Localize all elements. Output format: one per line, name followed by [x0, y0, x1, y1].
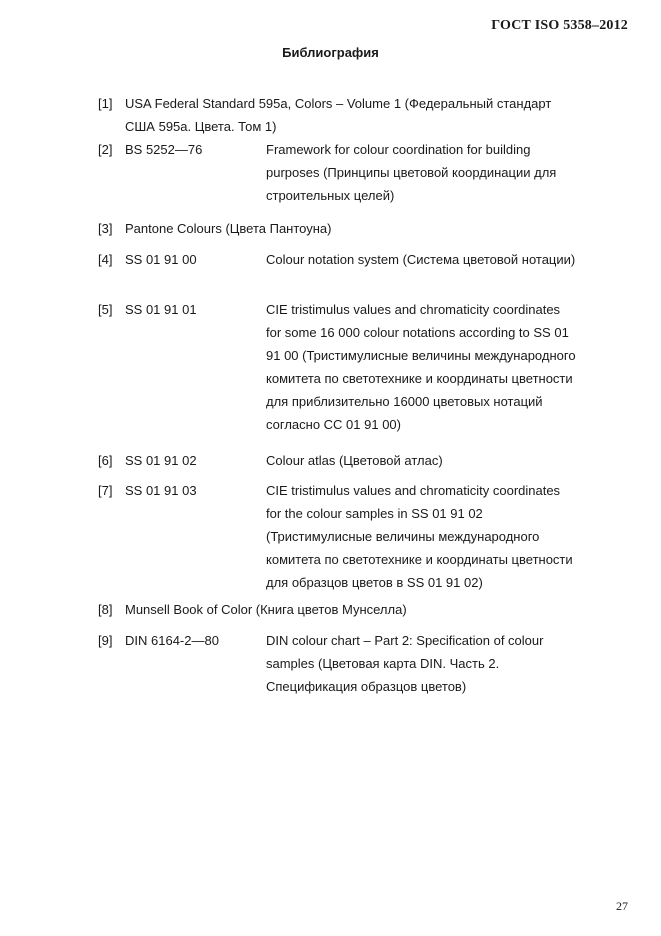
entry-number: [7]	[98, 483, 113, 498]
entry-code: DIN 6164-2—80	[125, 633, 219, 648]
entry-text: Munsell Book of Color (Книга цветов Мунселла)	[125, 602, 407, 617]
entry-description: Colour notation system (Система цветовой нотации)	[266, 252, 576, 267]
entry-code: SS 01 91 03	[125, 483, 197, 498]
entry-text: Pantone Colours (Цвета Пантоуна)	[125, 221, 332, 236]
entry-number: [1]	[98, 96, 113, 111]
entry-number: [3]	[98, 221, 113, 236]
entry-number: [5]	[98, 302, 113, 317]
entry-number: [4]	[98, 252, 113, 267]
entry-code: SS 01 91 01	[125, 302, 197, 317]
entry-code: SS 01 91 00	[125, 252, 197, 267]
entry-description: Framework for colour coordination for building purposes (Принципы цветовой координации для строительных целей)	[266, 142, 557, 203]
entry-number: [2]	[98, 142, 113, 157]
page-number: 27	[616, 899, 628, 913]
entry-number: [6]	[98, 453, 113, 468]
entry-code: BS 5252—76	[125, 142, 203, 157]
entry-description: CIE tristimulus values and chromaticity coordinates for some 16 000 colour notations according to SS 01 91 00 (Тристимулисные величины международного комитета по светотехнике и координаты цветности для приблизительно 16000 цветовых нотаций согласно СС 01 91 00)	[266, 302, 576, 432]
page-header: ГОСТ ISO 5358–2012	[491, 18, 628, 33]
entry-description: DIN colour chart – Part 2: Specification of colour samples (Цветовая карта DIN. Часть 2. Спецификация образцов цветов)	[266, 633, 544, 694]
entry-number: [8]	[98, 602, 113, 617]
entry-code: SS 01 91 02	[125, 453, 197, 468]
entry-description: CIE tristimulus values and chromaticity coordinates for the colour samples in SS 01 91 02 (Тристимулисные величины международного комитета по светотехнике и координаты цветности для образцов цветов в SS 01 91 02)	[266, 483, 573, 590]
entry-number: [9]	[98, 633, 113, 648]
page-title: Библиография	[282, 45, 379, 60]
entry-description: Colour atlas (Цветовой атлас)	[266, 453, 443, 468]
entry-text: USA Federal Standard 595a, Colors – Volume 1 (Федеральный стандарт США 595a. Цвета. Том 1)	[125, 96, 552, 134]
